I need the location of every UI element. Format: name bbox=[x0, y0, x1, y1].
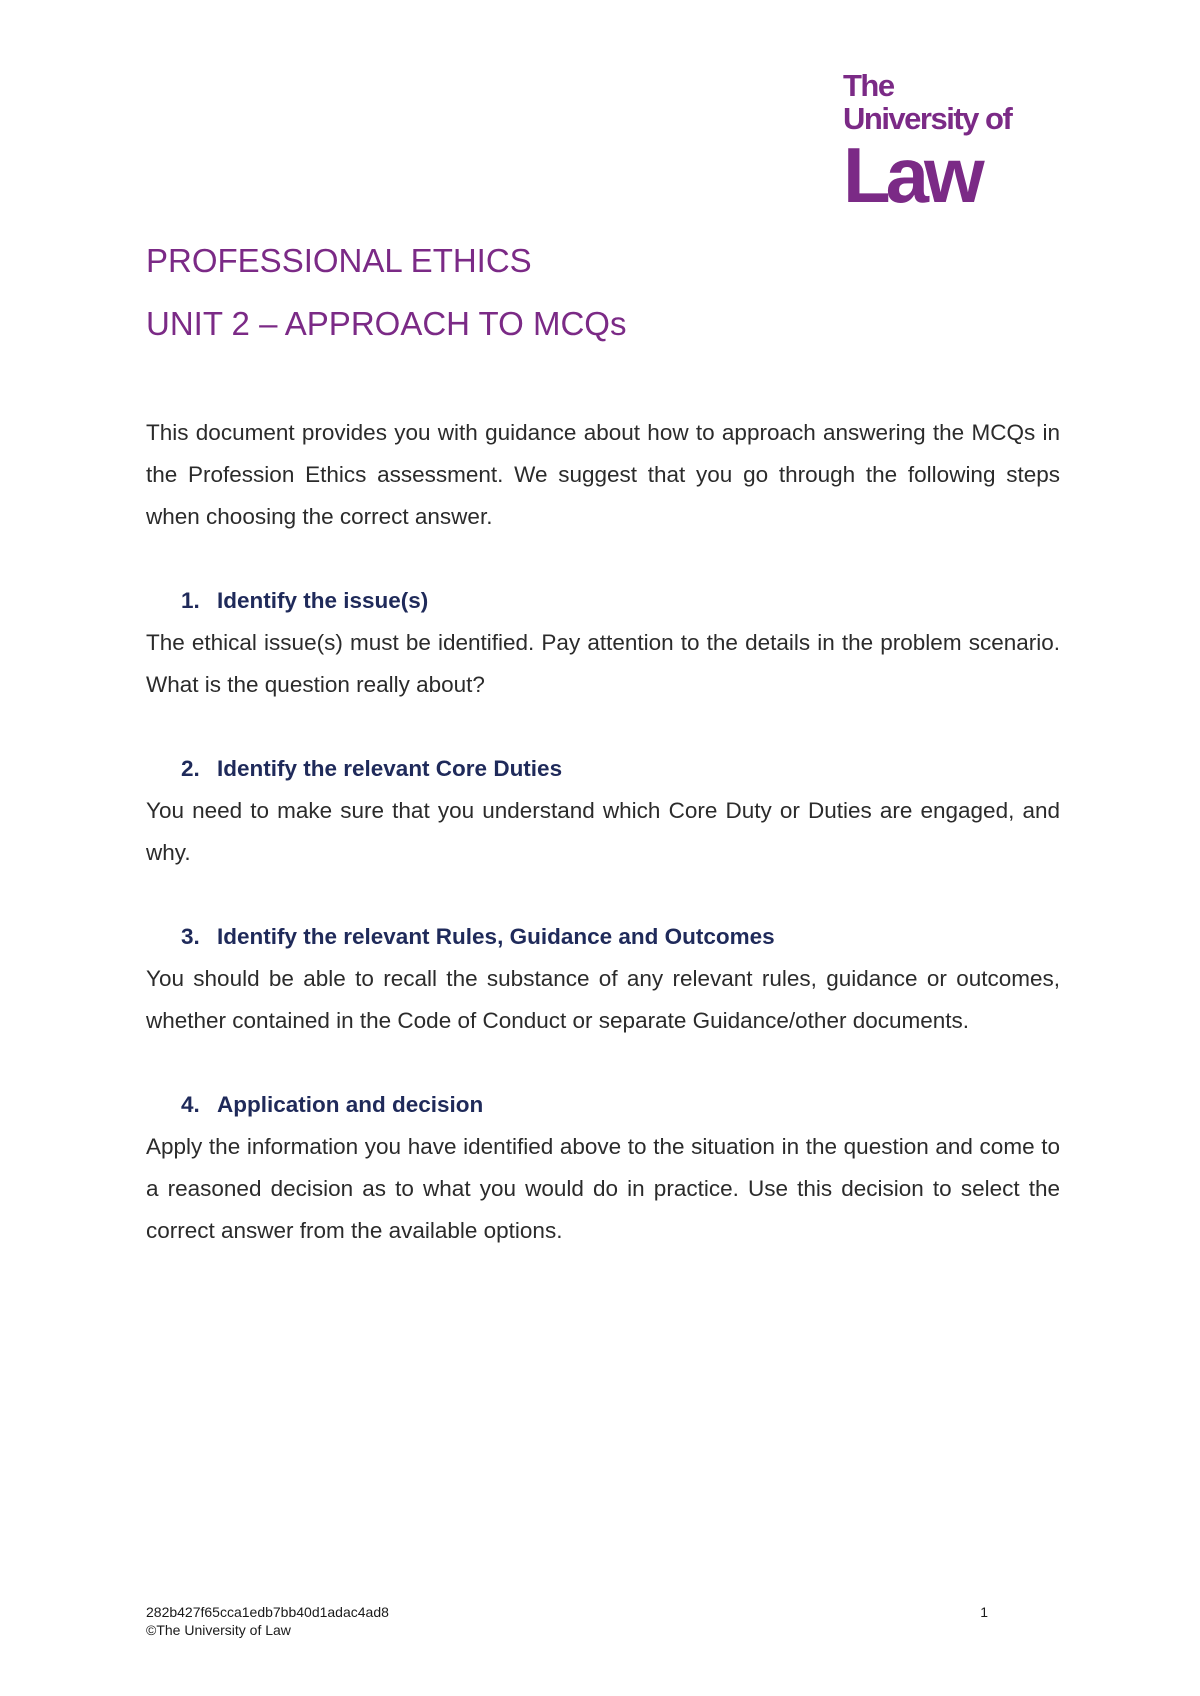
document-body bbox=[146, 412, 1060, 1252]
document-header bbox=[146, 244, 1066, 340]
document-title: PROFESSIONAL ETHICS bbox=[146, 242, 532, 279]
step-1 bbox=[146, 580, 1060, 706]
logo-line-university-of: University of bbox=[843, 101, 1012, 136]
step-4 bbox=[146, 1084, 1060, 1252]
step-heading-text: Identify the issue(s) bbox=[217, 588, 429, 613]
intro-paragraph: This document provides you with guidance about how to approach answering the MCQs in the Profession Ethics assessment. We suggest that you go through the following steps when choosing the correct answer. bbox=[146, 420, 1060, 529]
document-subtitle: UNIT 2 – APPROACH TO MCQs bbox=[146, 305, 627, 342]
step-body: The ethical issue(s) must be identified. Pay attention to the details in the problem scenario. What is the question really about? bbox=[146, 630, 1060, 697]
logo-line-law: Law bbox=[843, 131, 980, 219]
step-heading bbox=[146, 916, 1060, 958]
step-number: 2. bbox=[181, 756, 200, 781]
step-2 bbox=[146, 748, 1060, 874]
page-number: 1 bbox=[980, 1604, 988, 1620]
step-body: You need to make sure that you understand which Core Duty or Duties are engaged, and why. bbox=[146, 798, 1060, 865]
page-footer bbox=[146, 1603, 988, 1639]
footer-copyright: ©The University of Law bbox=[146, 1622, 291, 1638]
step-number: 3. bbox=[181, 924, 200, 949]
step-body: You should be able to recall the substance of any relevant rules, guidance or outcomes, whether contained in the Code of Conduct or separate Guidance/other documents. bbox=[146, 966, 1060, 1033]
step-heading bbox=[146, 748, 1060, 790]
step-number: 4. bbox=[181, 1092, 200, 1117]
step-body: Apply the information you have identified above to the situation in the question and come to a reasoned decision as to what you would do in practice. Use this decision to select the correct answer from the available options. bbox=[146, 1134, 1060, 1243]
university-logo bbox=[843, 70, 1033, 220]
step-heading-text: Application and decision bbox=[217, 1092, 484, 1117]
footer-document-code: 282b427f65cca1edb7bb40d1adac4ad8 bbox=[146, 1604, 389, 1620]
step-number: 1. bbox=[181, 588, 200, 613]
step-heading bbox=[146, 580, 1060, 622]
logo-line-the: The bbox=[843, 68, 894, 103]
step-heading-text: Identify the relevant Core Duties bbox=[217, 756, 563, 781]
step-heading bbox=[146, 1084, 1060, 1126]
step-heading-text: Identify the relevant Rules, Guidance and Outcomes bbox=[217, 924, 775, 949]
step-3 bbox=[146, 916, 1060, 1042]
